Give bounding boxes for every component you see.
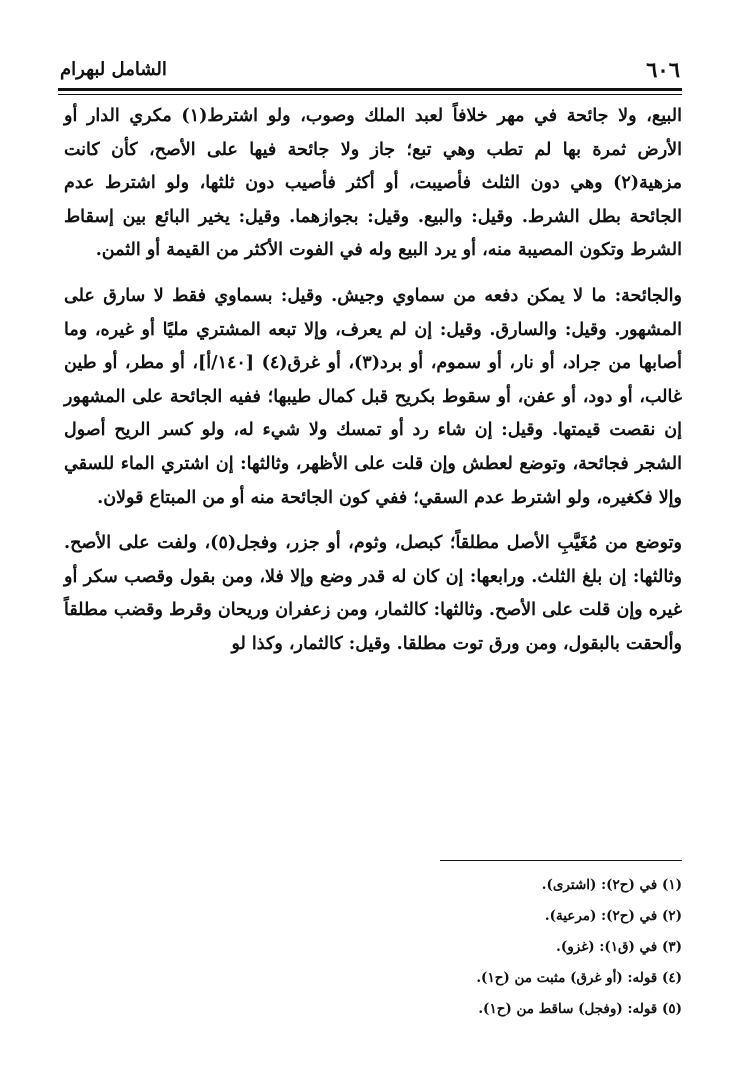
footnote: (٥) قوله: (وفجل) ساقط من (ح١). (478, 1001, 682, 1017)
footnote: (٤) قوله: (أو غرق) مثبت من (ح١). (476, 970, 682, 986)
paragraph: والجائحة: ما لا يمكن دفعه من سماوي وجيش. وقيل: بسماوي فقط لا سارق على المشهور. وقيل: والسارق. وقيل: إن لم يعرف، وإلا تبعه المشتري مليًا أو غيره، وما أصابها من جراد، أو نار، أو سموم، أو برد(٣)، أو غرق(٤) [١٤٠/أ]، أو مطر، أو طين غالب، أو دود، أو عفن، أو سقوط بكريح قبل كمال طيبها؛ ففيه الجائحة على المشهور إن نقصت قيمتها. وقيل: إن شاء رد أو تمسك ولا شيء له، ولو كسر الريح أصول الشجر فجائحة، وتوضع لعطش وإن قلت على الأظهر، وثالثها: إن اشتري الماء للسقي وإلا فكغيره، ولو اشترط عدم السقي؛ ففي كون الجائحة منه أو من المبتاع قولان. (64, 285, 682, 508)
footnote-separator (440, 860, 682, 861)
header-rule-thin (58, 94, 682, 95)
header-rule (58, 88, 682, 91)
footnote: (٣) في (ق١): (غزو). (556, 939, 682, 955)
paragraph: وتوضع من مُغَيَّبِ الأصل مطلقاً؛ كبصل، وثوم، أو جزر، وفجل(٥)، ولفت على الأصح. وثالثها: إن بلغ الثلث. ورابعها: إن كان له قدر وضع وإلا فلا، ومن بقول وقصب سكر أو غيره وإن قلت على الأصح. وثالثها: كالثمار، ومن زعفران وريحان وقرط وقضب مطلقاً وألحقت بالبقول، ومن ورق توت مطلقا. وقيل: كالثمار، وكذا لو (64, 533, 682, 654)
footnotes (300, 870, 682, 1025)
paragraph: البيع، ولا جائحة في مهر خلافاً لعبد الملك وصوب، ولو اشترط(١) مكري الدار أو الأرض ثمرة بها لم تطب وهي تبع؛ جاز ولا جائحة فيها على الأصح، كأن كانت مزهية(٢) وهي دون الثلث فأصيبت، أو أكثر فأصيب دون ثلثها، ولو اشترط عدم الجائحة بطل الشرط. وقيل: والبيع. وقيل: بجوازهما. وقيل: يخير البائع بين إسقاط الشرط وتكون المصيبة منه، أو يرد البيع وله في الفوت الأكثر من القيمة أو الثمن. (64, 106, 682, 261)
page-header (60, 56, 680, 86)
running-title: الشامل لبهرام (60, 59, 167, 80)
main-text (64, 100, 682, 662)
footnote: (١) في (ح٢): (اشترى). (541, 877, 682, 893)
page-number: ٦٠٦ (646, 57, 680, 82)
footnote: (٢) في (ح٢): (مرعية). (544, 908, 682, 924)
